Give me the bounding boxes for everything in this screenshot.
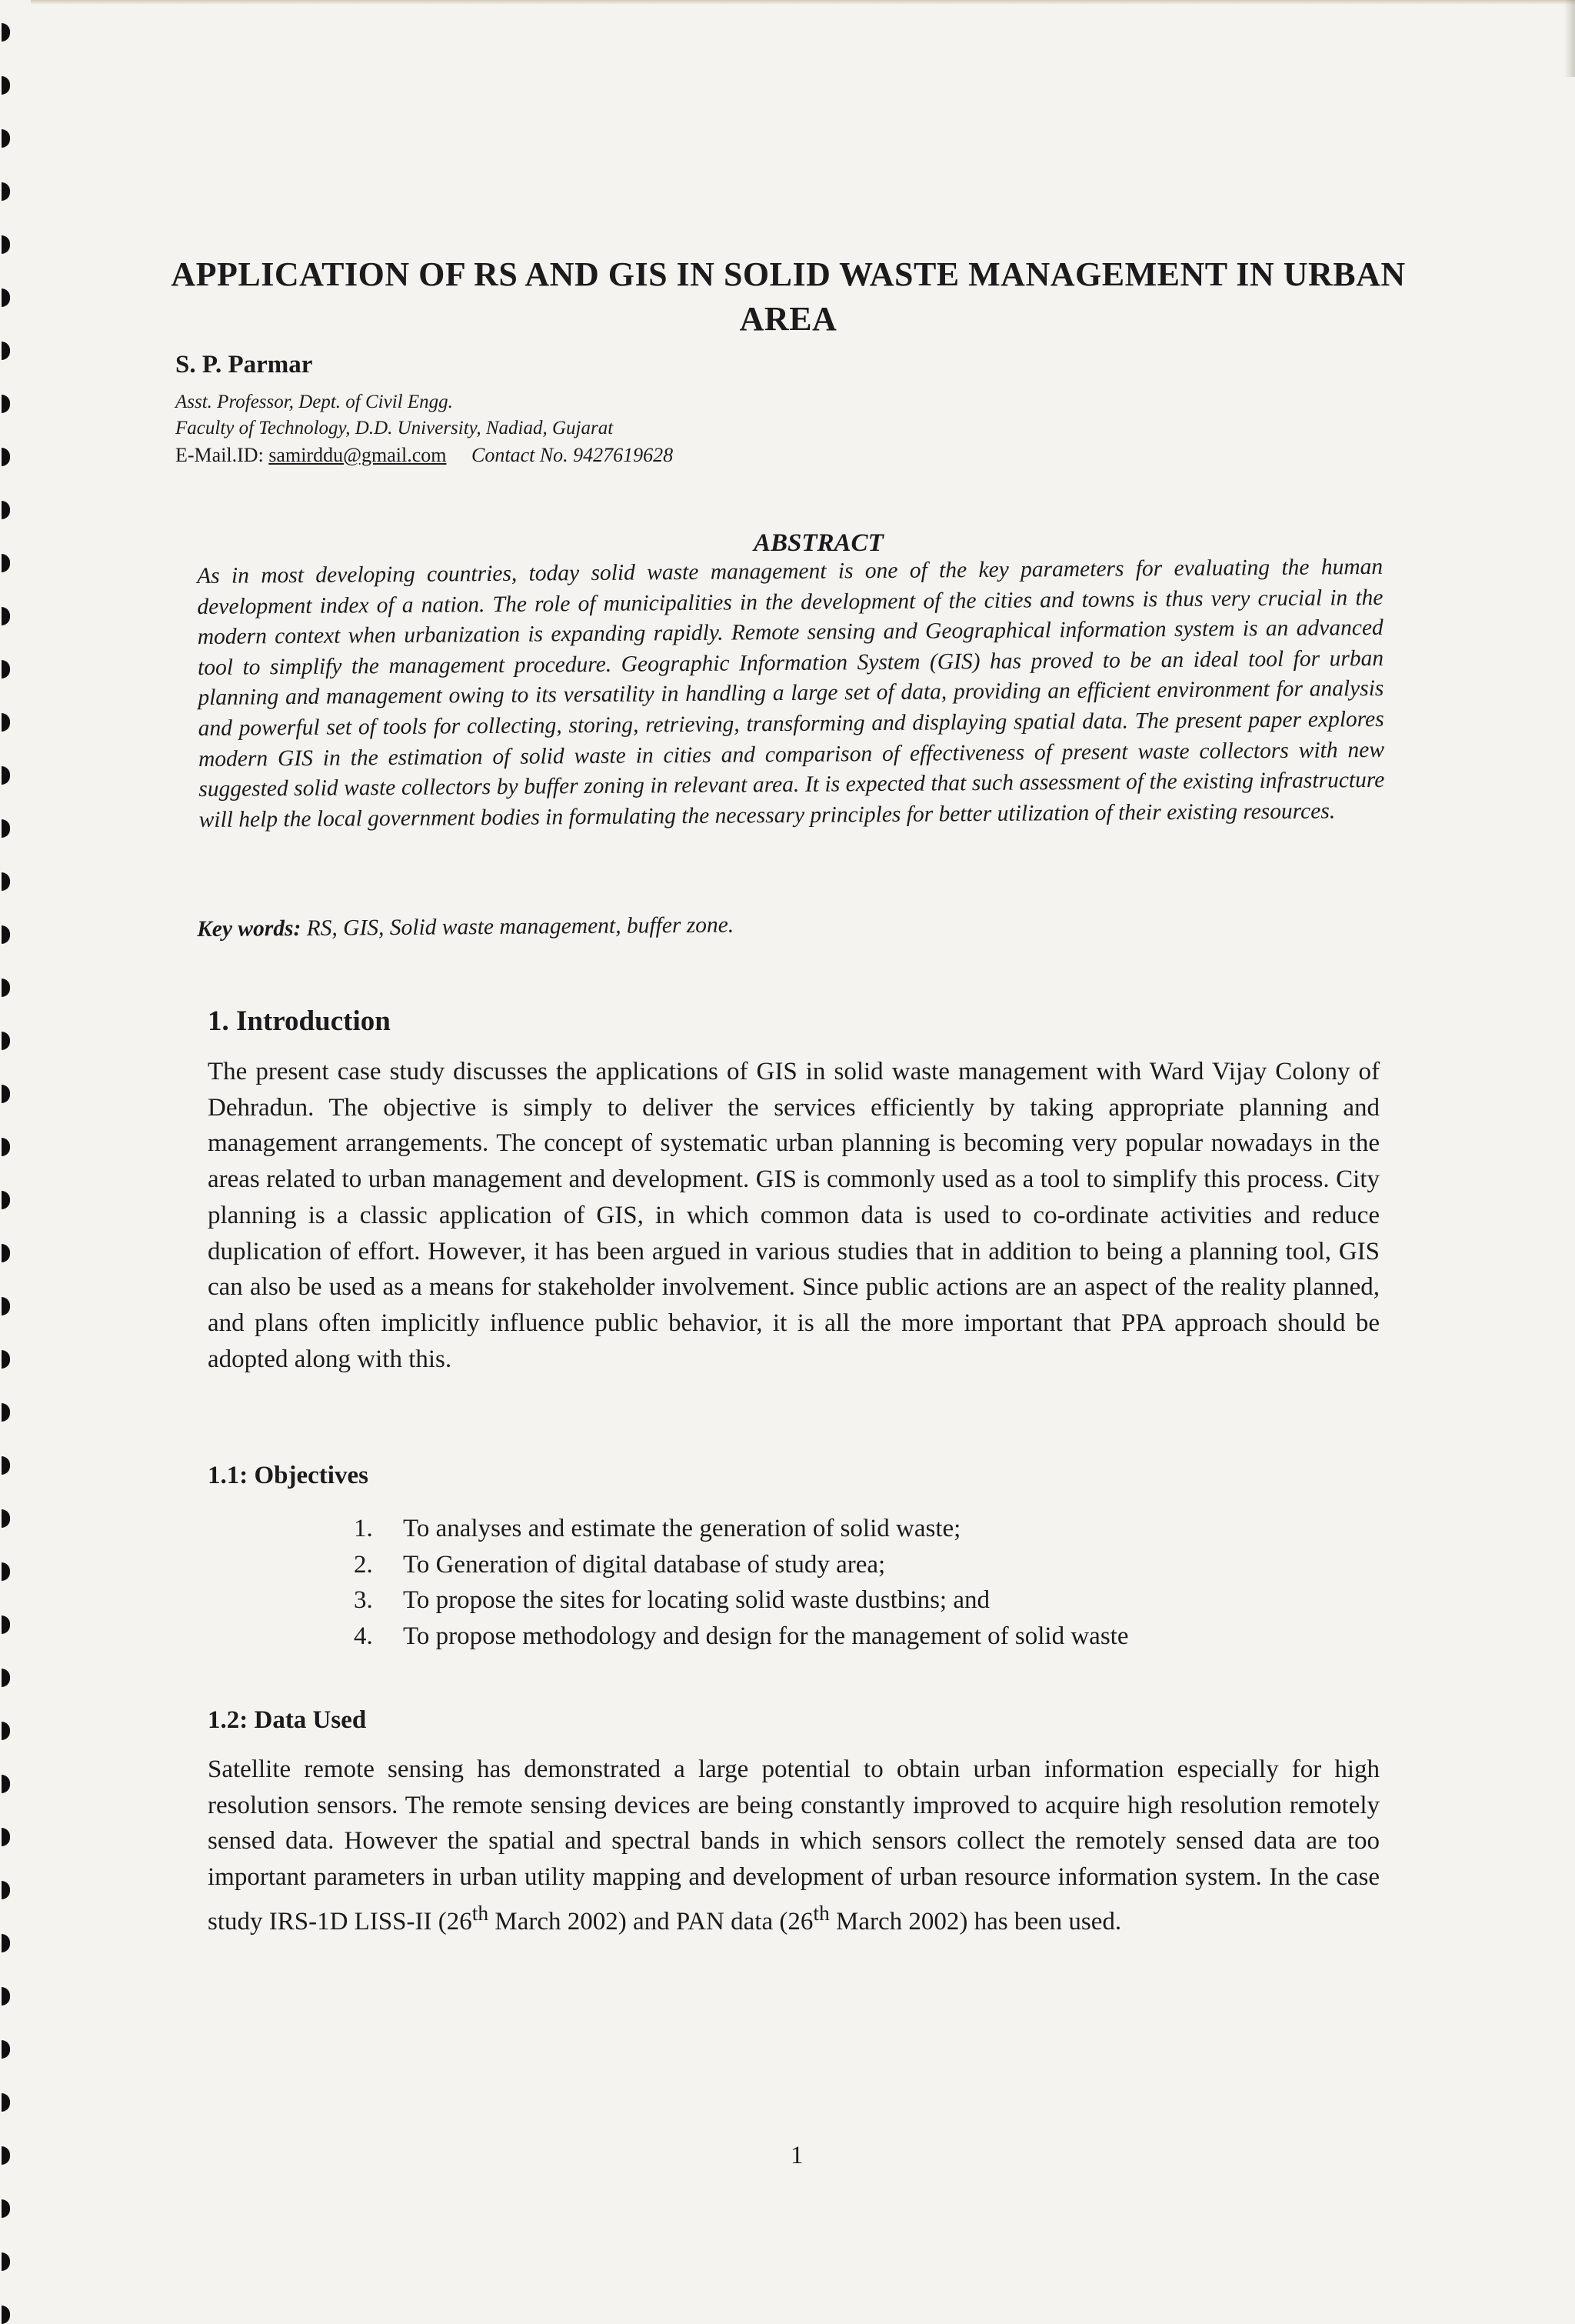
binding-hole: [2, 1775, 10, 1793]
binding-hole: [2, 1615, 10, 1634]
binding-hole: [2, 23, 10, 42]
list-text: To propose methodology and design for the management of solid waste: [403, 1622, 1129, 1651]
binding-hole: [2, 554, 10, 572]
binding-hole: [2, 1934, 10, 1952]
list-text: To propose the sites for locating solid waste dustbins; and: [403, 1586, 990, 1615]
binding-hole: [2, 342, 10, 360]
keywords-line: [197, 913, 734, 942]
data-used-text-c: March 2002) has been used.: [829, 1907, 1122, 1936]
keywords-label: Key words:: [197, 915, 301, 942]
binding-hole: [2, 660, 10, 679]
binding-hole: [2, 182, 10, 201]
page-number: 1: [791, 2142, 804, 2169]
list-item: [354, 1619, 1128, 1655]
binding-hole: [2, 713, 10, 732]
superscript-th: th: [471, 1900, 489, 1925]
page-edge-top: [31, 0, 1575, 5]
binding-hole: [2, 1403, 10, 1422]
list-text: To analyses and estimate the generation of solid waste;: [403, 1515, 961, 1542]
contact-number: Contact No. 9427619628: [471, 444, 674, 466]
objectives-list: [354, 1511, 1128, 1655]
list-item: [354, 1511, 1128, 1547]
author-affiliation-1: Asst. Professor, Dept. of Civil Engg.: [175, 392, 453, 412]
binding-hole: [2, 1138, 10, 1156]
binding-hole: [2, 1509, 10, 1528]
data-used-text-b: March 2002) and PAN data (26: [488, 1907, 814, 1936]
binding-hole: [2, 2146, 10, 2165]
binding-hole: [2, 448, 10, 466]
binding-hole: [2, 819, 10, 838]
binding-hole: [2, 288, 10, 307]
page-edge-right: [1564, 0, 1575, 77]
binding-hole: [2, 1032, 10, 1050]
author-name: S. P. Parmar: [175, 351, 313, 378]
list-item: [354, 1582, 1128, 1619]
binding-hole: [2, 1987, 10, 2006]
email-link[interactable]: samirddu@gmail.com: [268, 444, 447, 466]
author-affiliation-2: Faculty of Technology, D.D. University, Nadiad, Gujarat: [175, 418, 614, 438]
email-label: E-Mail.ID:: [175, 444, 264, 466]
binding-hole: [2, 395, 10, 413]
binding-hole: [2, 766, 10, 785]
binding-hole: [2, 1244, 10, 1262]
data-used-text-a: Satellite remote sensing has demonstrated a large potential to obtain urban information especially for high resolution sensors. The remote sensing devices are being constantly improved to acquire high resolution remotely sensed data. However the spatial and spectral bands in which sensors collect the remotely sensed data are too important parameters in urban utility mapping and development of urban resource information system. In the case study IRS-1D LISS-II (26: [208, 1756, 1380, 1936]
binding-hole: [2, 607, 10, 625]
keywords-text: RS, GIS, Solid waste management, buffer zone.: [306, 912, 734, 941]
data-used-paragraph: [208, 1752, 1380, 1940]
binding-hole: [2, 2040, 10, 2059]
list-item: [354, 1547, 1128, 1583]
binding-hole: [2, 1562, 10, 1581]
list-text: To Generation of digital database of study area;: [403, 1550, 886, 1579]
list-number: 4.: [354, 1622, 373, 1651]
list-number: 1.: [354, 1515, 373, 1542]
binding-hole: [2, 2199, 10, 2218]
binding-hole: [2, 872, 10, 891]
binding-hole: [2, 1085, 10, 1103]
binding-hole: [2, 2306, 10, 2324]
author-contact-line: [175, 444, 673, 467]
objectives-heading: 1.1: Objectives: [208, 1462, 368, 1489]
binding-hole: [2, 1456, 10, 1475]
binding-hole: [2, 1722, 10, 1740]
abstract-body: As in most developing countries, today solid waste management is one of the key parameters for evaluating the human development index of a nation. The role of municipalities in the development of the cities and towns is thus very crucial in the modern context when urbanization is expanding rapidly. Remote sensing and Geographical information system is an advanced tool to simplify the management procedure. Geographic Information System (GIS) has proved to be an ideal tool for urban planning and management owing to its versatility in handling a large set of data, providing an efficient environment for analysis and powerful set of tools for collecting, storing, retrieving, transforming and displaying spatial data. The present paper explores modern GIS in the estimation of solid waste in cities and comparison of effectiveness of present waste collectors with new suggested solid waste collectors by buffer zoning in relevant area. It is expected that such assessment of the existing infrastructure will help the local government bodies in formulating the necessary principles for better utilization of their existing resources.: [197, 554, 1385, 832]
binding-holes: [0, 0, 31, 2311]
binding-hole: [2, 235, 10, 254]
binding-hole: [2, 1828, 10, 1846]
binding-hole: [2, 925, 10, 944]
data-used-heading: 1.2: Data Used: [208, 1706, 367, 1734]
binding-hole: [2, 1350, 10, 1369]
binding-hole: [2, 2252, 10, 2271]
binding-hole: [2, 129, 10, 148]
binding-hole: [2, 979, 10, 997]
binding-hole: [2, 2093, 10, 2112]
binding-hole: [2, 1669, 10, 1687]
introduction-heading: 1. Introduction: [208, 1005, 391, 1037]
introduction-paragraph: The present case study discusses the applications of GIS in solid waste management with Ward Vijay Colony of Dehradun. The objective is simply to deliver the services efficiently by taking appropriate planning and management arrangements. The concept of systematic urban planning is becoming very popular nowadays in the areas related to urban management and development. GIS is commonly used as a tool to simplify this process. City planning is a classic application of GIS, in which common data is used to co-ordinate activities and reduce duplication of effort. However, it has been argued in various studies that in addition to being a planning tool, GIS can also be used as a means for stakeholder involvement. Since public actions are an aspect of the reality planned, and plans often implicitly influence public behavior, it is all the more important that PPA approach should be adopted along with this.: [208, 1058, 1380, 1373]
binding-hole: [2, 1881, 10, 1899]
abstract-heading: ABSTRACT: [754, 529, 884, 557]
paper-title: APPLICATION OF RS AND GIS IN SOLID WASTE MANAGEMENT IN URBAN AREA: [171, 255, 1406, 338]
binding-hole: [2, 1191, 10, 1209]
binding-hole: [2, 501, 10, 519]
binding-hole: [2, 76, 10, 95]
binding-hole: [2, 1297, 10, 1315]
list-number: 3.: [354, 1586, 373, 1615]
list-number: 2.: [354, 1550, 373, 1579]
superscript-th: th: [813, 1900, 830, 1925]
